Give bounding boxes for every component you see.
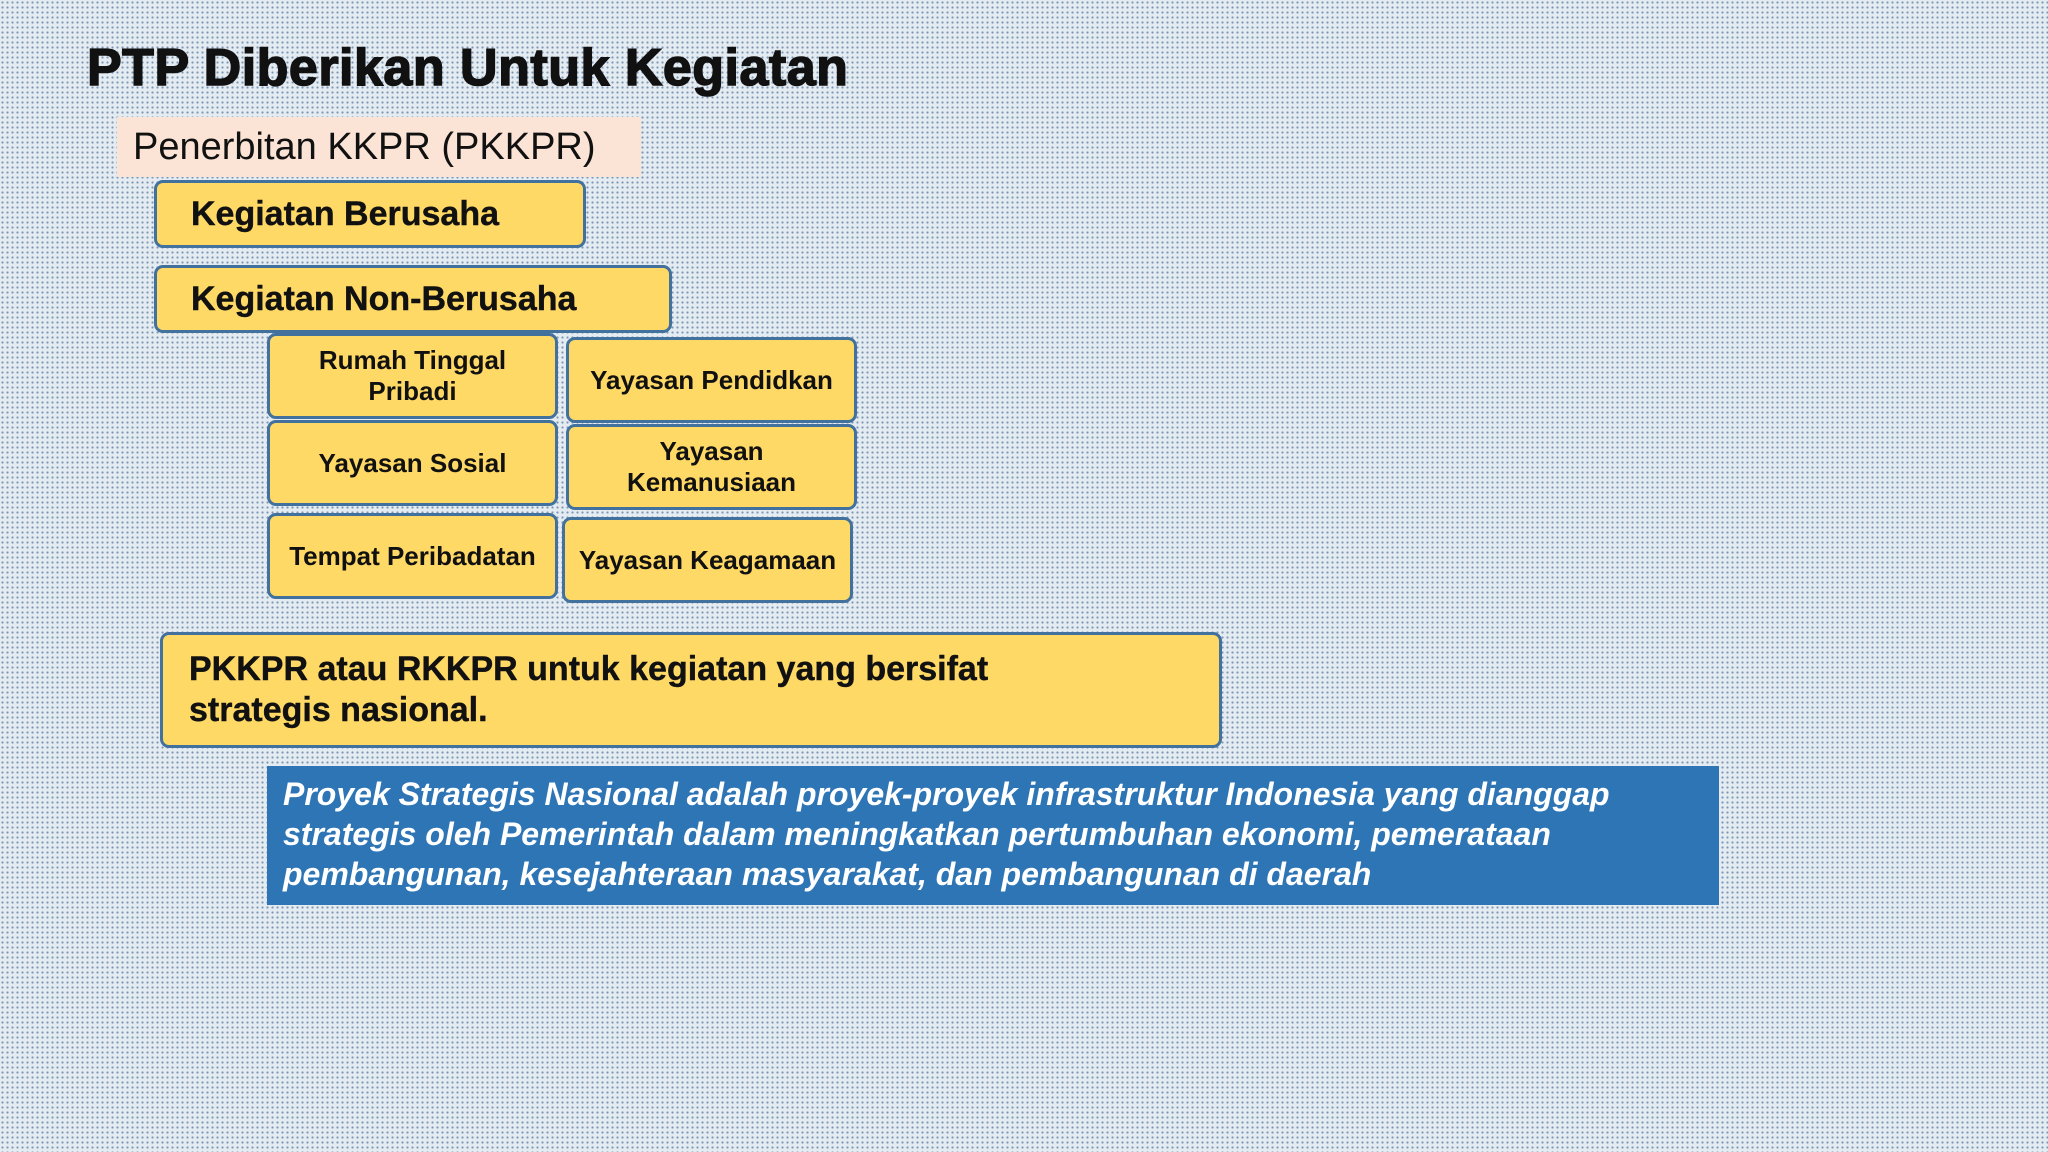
box-rumah-tinggal-pribadi (267, 333, 558, 419)
box-tempat-peribadatan (267, 513, 558, 599)
box-yayasan-keagamaan (562, 517, 853, 603)
box-yayasan-pendidkan (566, 337, 857, 423)
box-yayasan-pendidkan-label: Yayasan Pendidkan (590, 364, 833, 395)
box-rumah-tinggal-pribadi-label: Rumah Tinggal Pribadi (318, 345, 507, 406)
box-tempat-peribadatan-label: Tempat Peribadatan (289, 540, 536, 571)
box-kegiatan-non-berusaha: Kegiatan Non-Berusaha (154, 265, 672, 333)
box-kegiatan-berusaha: Kegiatan Berusaha (154, 180, 586, 248)
box-yayasan-sosial (267, 420, 558, 506)
note-proyek-strategis-nasional: Proyek Strategis Nasional adalah proyek-proyek infrastruktur Indonesia yang dianggap strategis oleh Pemerintah dalam meningkatkan pertumbuhan ekonomi, pemerataan pembangunan, kesejahteraan masyarakat, dan pembangunan di daerah (267, 766, 1719, 905)
box-yayasan-kemanusiaan (566, 424, 857, 510)
box-yayasan-keagamaan-label: Yayasan Keagamaan (578, 544, 837, 575)
slide-title: PTP Diberikan Untuk Kegiatan (87, 39, 849, 97)
box-strategis-nasional: PKKPR atau RKKPR untuk kegiatan yang bersifat strategis nasional. (160, 632, 1222, 748)
box-yayasan-sosial-label: Yayasan Sosial (318, 447, 507, 478)
section-label-pkkpr: Penerbitan KKPR (PKKPR) (117, 117, 641, 177)
box-yayasan-kemanusiaan-label: Yayasan Kemanusiaan (626, 436, 797, 497)
